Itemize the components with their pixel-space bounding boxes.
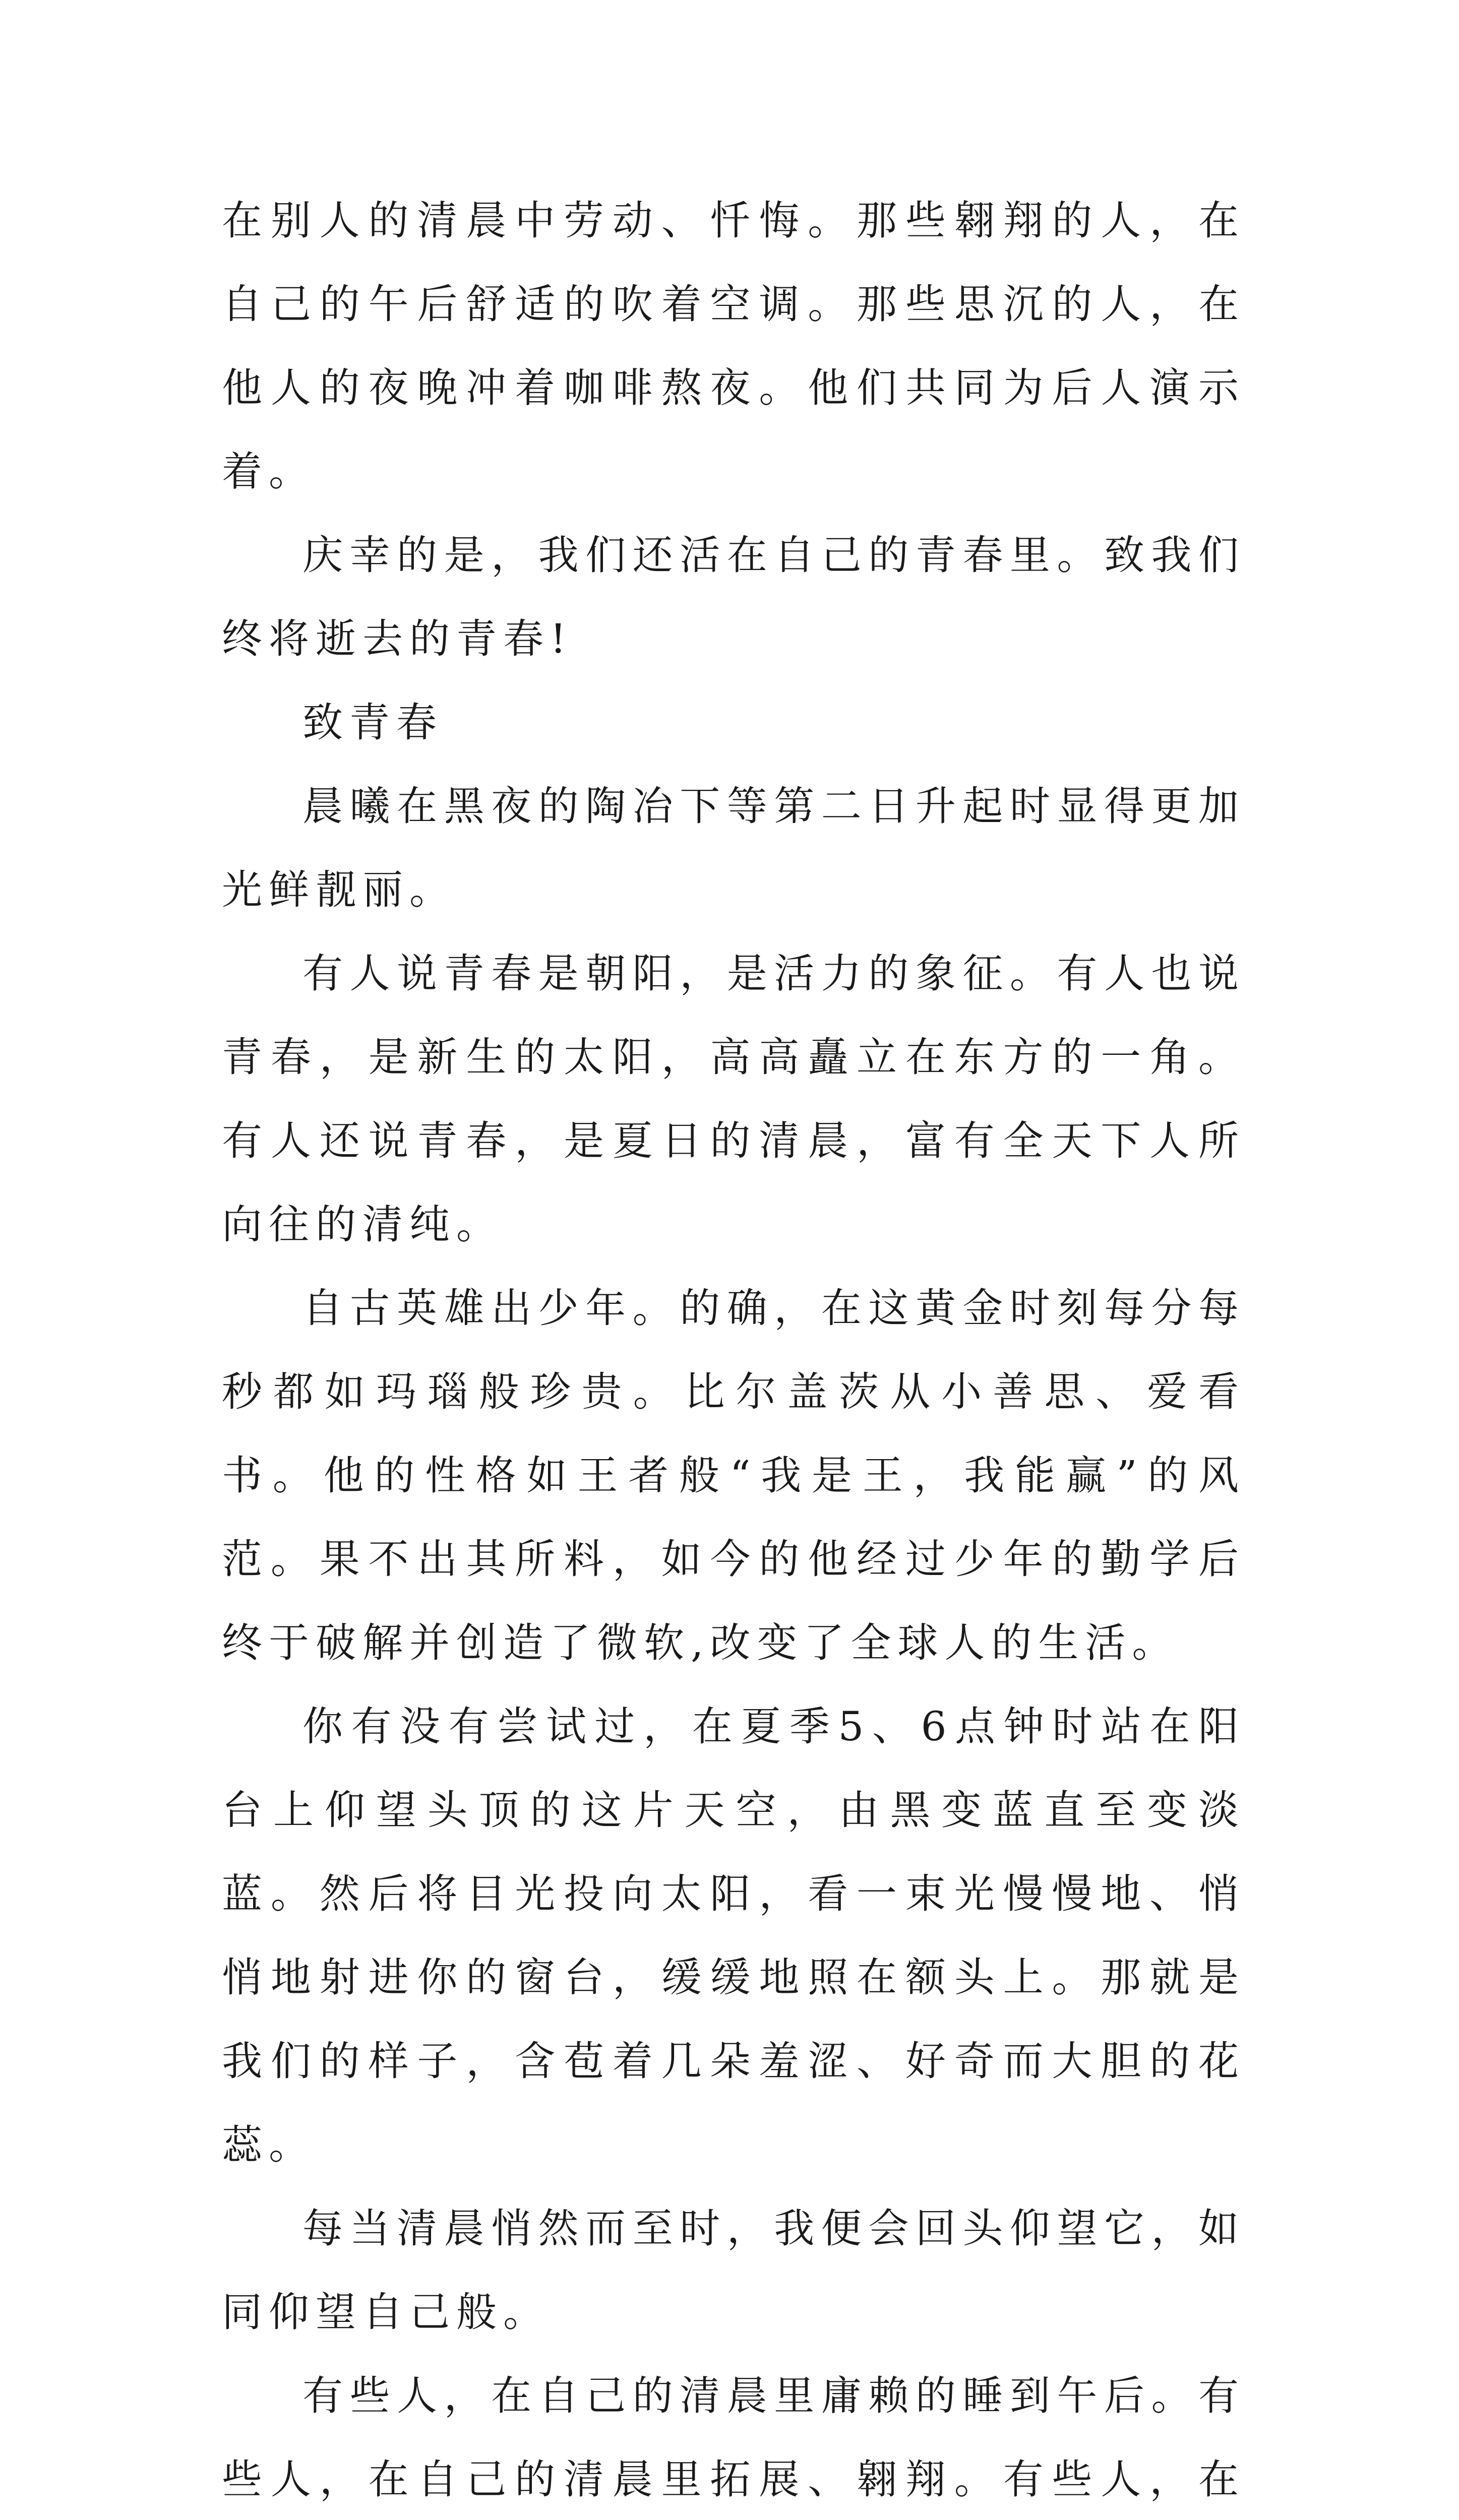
paragraph-1: 在别人的清晨中劳动、忏悔。那些翱翔的人，在自己的午后舒适的吹着空调。那些思沉的人，在他人的夜晚冲着咖啡熬夜。他们共同为后人演示着。 <box>222 197 1245 495</box>
paragraph-7: 每当清晨悄然而至时，我便会回头仰望它，如同仰望自己般。 <box>222 2205 1245 2336</box>
paragraph-8: 有些人，在自己的清晨里庸赖的睡到午后。有些人，在自己的清晨里拓展、翱翔。有些人，在 <box>222 2372 1245 2503</box>
paragraph-3: 晨曦在黑夜的陶冶下等第二日升起时显得更加光鲜靓丽。 <box>222 783 1245 913</box>
paragraph-4: 有人说青春是朝阳，是活力的象征。有人也说青春，是新生的太阳，高高矗立在东方的一角。有人还说青春，是夏日的清晨，富有全天下人所向往的清纯。 <box>222 950 1245 1248</box>
paragraph-2: 庆幸的是，我们还活在自己的青春里。致我们终将逝去的青春! <box>222 532 1245 662</box>
section-heading: 致青春 <box>302 699 443 746</box>
paragraph-6: 你有没有尝试过，在夏季5、6点钟时站在阳台上仰望头顶的这片天空，由黑变蓝直至变淡蓝。然后将目光投向太阳，看一束光慢慢地、悄悄地射进你的窗台，缓缓地照在额头上。那就是我们的样子，含苞着几朵羞涩、好奇而大胆的花蕊。 <box>222 1703 1245 2168</box>
paragraph-5: 自古英雄出少年。的确，在这黄金时刻每分每秒都如玛瑙般珍贵。比尔盖茨从小善思、爱看书。他的性格如王者般“我是王，我能赢”的风范。果不出其所料，如今的他经过少年的勤学后终于破解并创造了微软,改变了全球人的生活。 <box>222 1285 1245 1666</box>
document-body <box>222 179 1245 2520</box>
